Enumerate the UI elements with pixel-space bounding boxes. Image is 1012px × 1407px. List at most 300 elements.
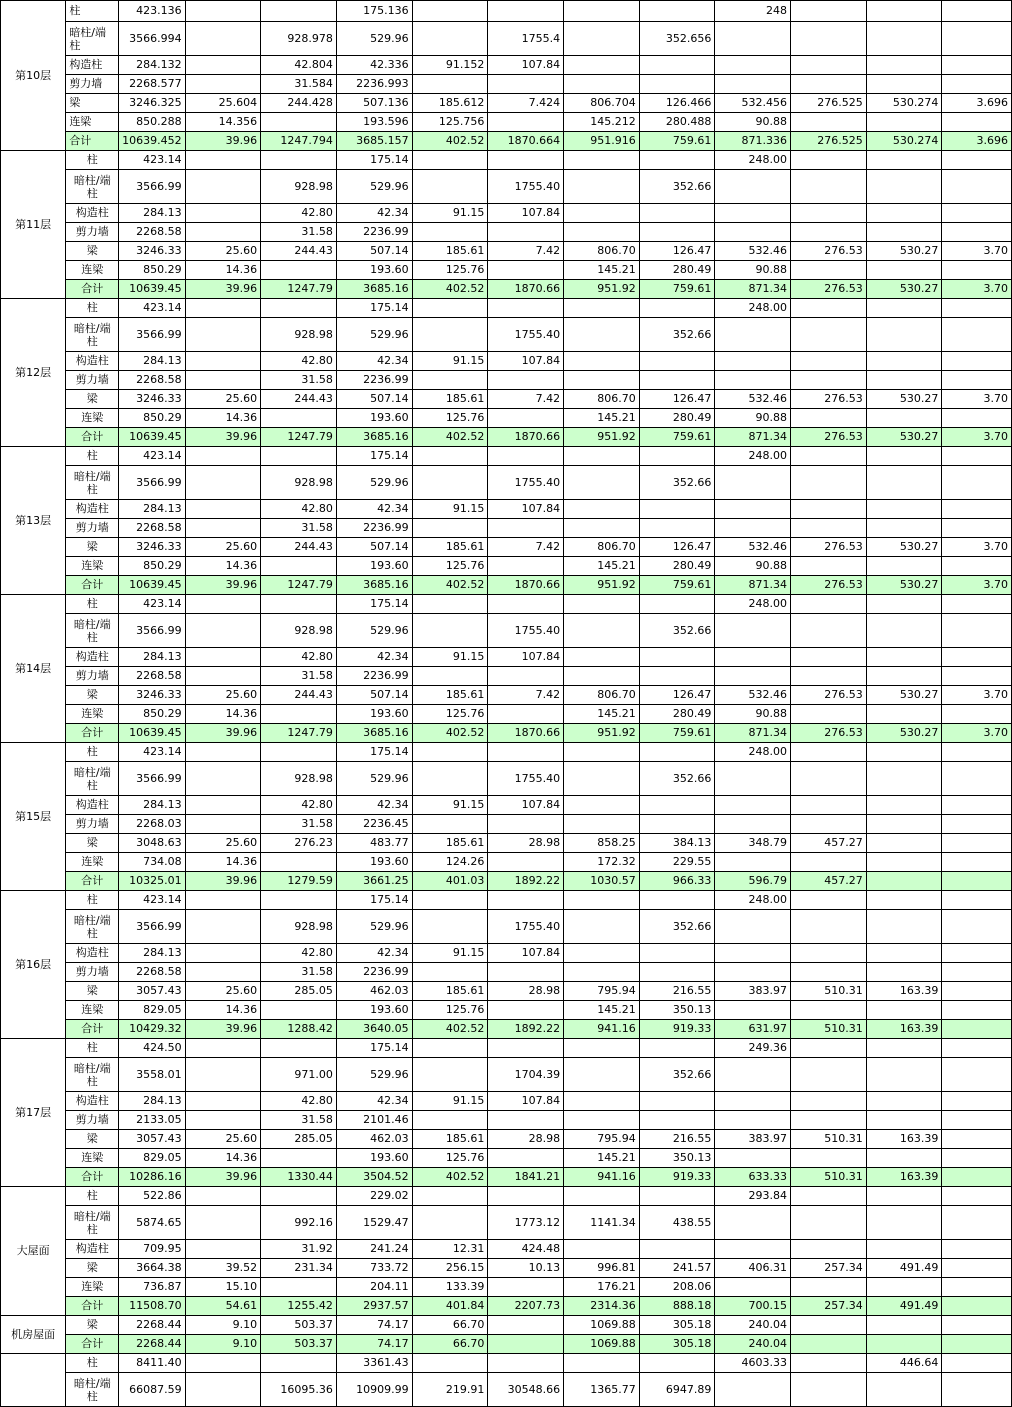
value-cell: 257.34 [791,1297,867,1316]
value-cell [185,1187,261,1206]
value-cell: 25.60 [185,1130,261,1149]
value-cell: 402.52 [412,428,488,447]
value-cell: 507.14 [336,242,412,261]
value-cell: 1870.664 [488,132,564,151]
total-row [1,872,1012,891]
value-cell [564,318,640,352]
value-cell [942,113,1012,132]
value-cell [412,595,488,614]
value-cell [564,1354,640,1373]
value-cell [412,1111,488,1130]
value-cell: 145.212 [564,113,640,132]
value-cell: 31.58 [261,1111,337,1130]
value-cell: 145.21 [564,409,640,428]
category-column: 柱 [66,595,119,614]
value-cell [866,170,942,204]
value-cell [866,815,942,834]
category-hidden-end-column: 暗柱/端柱 [66,1206,119,1240]
table-row [1,299,1012,318]
value-cell: 42.34 [336,1092,412,1111]
value-cell: 284.13 [119,204,186,223]
value-cell [564,1187,640,1206]
table-row [1,944,1012,963]
value-cell: 10639.45 [119,428,186,447]
value-cell: 42.34 [336,352,412,371]
value-cell: 14.36 [185,261,261,280]
value-cell [942,466,1012,500]
value-cell [866,796,942,815]
value-cell: 125.76 [412,705,488,724]
value-cell [791,318,867,352]
table-row [1,204,1012,223]
value-cell [488,75,564,94]
value-cell [488,223,564,242]
category-column: 柱 [66,299,119,318]
table-row [1,1316,1012,1335]
value-cell: 3048.63 [119,834,186,853]
table-row [1,371,1012,390]
category-hidden-end-column: 暗柱/端柱 [66,22,119,56]
value-cell: 6947.89 [639,1373,715,1407]
value-cell: 39.96 [185,132,261,151]
value-cell [488,1187,564,1206]
value-cell: 276.53 [791,576,867,595]
value-cell: 401.03 [412,872,488,891]
value-cell [866,1149,942,1168]
value-cell [791,1206,867,1240]
value-cell: 25.60 [185,390,261,409]
value-cell: 633.33 [715,1168,791,1187]
table-row [1,1373,1012,1407]
category-total: 合计 [66,724,119,743]
value-cell: 126.466 [639,94,715,113]
value-cell: 280.49 [639,261,715,280]
value-cell: 971.00 [261,1058,337,1092]
value-cell [564,762,640,796]
value-cell: 532.46 [715,538,791,557]
value-cell [866,648,942,667]
table-row [1,500,1012,519]
value-cell: 759.61 [639,280,715,299]
value-cell: 3.70 [942,390,1012,409]
value-cell [866,371,942,390]
value-cell: 229.02 [336,1187,412,1206]
value-cell: 176.21 [564,1278,640,1297]
category-column: 柱 [66,891,119,910]
value-cell: 2937.57 [336,1297,412,1316]
value-cell [639,1092,715,1111]
floor-label: 第12层 [1,299,66,447]
value-cell: 759.61 [639,724,715,743]
value-cell: 871.34 [715,280,791,299]
value-cell [866,705,942,724]
value-cell [942,648,1012,667]
value-cell [185,519,261,538]
value-cell: 193.60 [336,1001,412,1020]
value-cell: 284.13 [119,648,186,667]
total-row [1,280,1012,299]
value-cell: 14.356 [185,113,261,132]
value-cell [866,75,942,94]
category-column: 柱 [66,1187,119,1206]
category-total: 合计 [66,1335,119,1354]
value-cell [942,1058,1012,1092]
value-cell [942,1316,1012,1335]
value-cell: 402.52 [412,1168,488,1187]
value-cell: 31.58 [261,815,337,834]
value-cell [942,1039,1012,1058]
table-row [1,1,1012,22]
value-cell: 42.80 [261,204,337,223]
table-row [1,686,1012,705]
value-cell: 928.978 [261,22,337,56]
value-cell [791,910,867,944]
floor-label: 第16层 [1,891,66,1039]
value-cell [412,22,488,56]
value-cell [185,56,261,75]
value-cell [564,1111,640,1130]
value-cell [185,1111,261,1130]
value-cell [639,796,715,815]
value-cell [715,519,791,538]
value-cell: 928.98 [261,170,337,204]
value-cell: 1870.66 [488,724,564,743]
value-cell: 163.39 [866,1020,942,1039]
value-cell: 3685.16 [336,724,412,743]
value-cell [942,944,1012,963]
value-cell: 248.00 [715,743,791,762]
value-cell [488,1149,564,1168]
value-cell: 1755.40 [488,762,564,796]
value-cell [185,743,261,762]
category-structural-column: 构造柱 [66,204,119,223]
value-cell: 244.43 [261,390,337,409]
value-cell [185,1373,261,1407]
value-cell: 90.88 [715,113,791,132]
value-cell: 2314.36 [564,1297,640,1316]
value-cell: 163.39 [866,982,942,1001]
value-cell: 244.43 [261,538,337,557]
value-cell: 14.36 [185,557,261,576]
value-cell [791,371,867,390]
value-cell [942,1149,1012,1168]
value-cell: 2101.46 [336,1111,412,1130]
category-structural-column: 构造柱 [66,352,119,371]
category-beam: 梁 [66,834,119,853]
value-cell [942,1168,1012,1187]
value-cell: 276.53 [791,242,867,261]
value-cell: 3.70 [942,724,1012,743]
value-cell: 10639.45 [119,280,186,299]
value-cell [715,1149,791,1168]
value-cell [564,796,640,815]
value-cell [639,75,715,94]
value-cell [715,1092,791,1111]
value-cell: 352.66 [639,318,715,352]
value-cell [412,170,488,204]
value-cell: 1892.22 [488,1020,564,1039]
value-cell: 3566.99 [119,170,186,204]
value-cell: 2207.73 [488,1297,564,1316]
value-cell [185,1240,261,1259]
value-cell [488,853,564,872]
value-cell: 3.70 [942,686,1012,705]
value-cell [639,648,715,667]
value-cell [866,1001,942,1020]
table-row [1,705,1012,724]
value-cell [791,614,867,648]
value-cell: 529.96 [336,22,412,56]
value-cell: 457.27 [791,872,867,891]
value-cell: 529.96 [336,318,412,352]
value-cell [942,743,1012,762]
table-row [1,538,1012,557]
value-cell: 285.05 [261,982,337,1001]
table-row [1,1206,1012,1240]
value-cell [715,371,791,390]
category-structural-column: 构造柱 [66,56,119,75]
value-cell: 175.136 [336,1,412,22]
value-cell: 928.98 [261,318,337,352]
value-cell: 14.36 [185,853,261,872]
value-cell [185,371,261,390]
value-cell: 700.15 [715,1297,791,1316]
value-cell: 1069.88 [564,1335,640,1354]
value-cell: 1279.59 [261,872,337,891]
value-cell: 423.14 [119,447,186,466]
value-cell: 966.33 [639,872,715,891]
value-cell: 1841.21 [488,1168,564,1187]
value-cell: 90.88 [715,705,791,724]
value-cell [866,1039,942,1058]
value-cell [866,500,942,519]
value-cell: 193.60 [336,409,412,428]
value-cell: 507.136 [336,94,412,113]
value-cell [715,762,791,796]
value-cell [791,1001,867,1020]
value-cell [942,1130,1012,1149]
value-cell: 951.92 [564,280,640,299]
value-cell [412,299,488,318]
value-cell: 15.10 [185,1278,261,1297]
value-cell: 3.70 [942,428,1012,447]
value-cell [942,352,1012,371]
total-row [1,132,1012,151]
value-cell [564,519,640,538]
value-cell: 2236.99 [336,667,412,686]
value-cell [488,557,564,576]
value-cell [564,151,640,170]
value-cell [866,1187,942,1206]
value-cell [488,409,564,428]
value-cell: 10639.45 [119,724,186,743]
value-cell: 66.70 [412,1335,488,1354]
value-cell: 42.336 [336,56,412,75]
value-cell [261,1187,337,1206]
category-total: 合计 [66,428,119,447]
value-cell: 276.525 [791,132,867,151]
category-shear-wall: 剪力墙 [66,815,119,834]
value-cell: 352.66 [639,910,715,944]
value-cell: 248.00 [715,299,791,318]
value-cell: 28.98 [488,834,564,853]
value-cell [715,352,791,371]
value-cell: 462.03 [336,982,412,1001]
value-cell [261,891,337,910]
value-cell: 280.49 [639,409,715,428]
value-cell: 3640.05 [336,1020,412,1039]
value-cell: 42.34 [336,648,412,667]
value-cell [564,299,640,318]
value-cell [866,963,942,982]
value-cell: 31.92 [261,1240,337,1259]
value-cell [942,1,1012,22]
value-cell: 2236.99 [336,223,412,242]
value-cell [866,1,942,22]
value-cell: 244.428 [261,94,337,113]
value-cell: 510.31 [791,1130,867,1149]
value-cell [488,113,564,132]
value-cell: 530.27 [866,390,942,409]
table-row [1,1278,1012,1297]
category-structural-column: 构造柱 [66,500,119,519]
value-cell [412,371,488,390]
value-cell: 3246.33 [119,390,186,409]
value-cell [412,614,488,648]
category-total: 合计 [66,1297,119,1316]
value-cell: 503.37 [261,1335,337,1354]
value-cell [488,447,564,466]
value-cell [488,1001,564,1020]
table-row [1,557,1012,576]
value-cell [942,500,1012,519]
value-cell [866,261,942,280]
value-cell [261,299,337,318]
value-cell: 736.87 [119,1278,186,1297]
value-cell [942,815,1012,834]
value-cell: 1755.40 [488,466,564,500]
value-cell: 241.57 [639,1259,715,1278]
value-cell [488,151,564,170]
value-cell: 759.61 [639,576,715,595]
value-cell [715,500,791,519]
value-cell [488,299,564,318]
value-cell [639,151,715,170]
value-cell [412,667,488,686]
value-cell: 276.53 [791,280,867,299]
value-cell: 10.13 [488,1259,564,1278]
value-cell: 532.46 [715,390,791,409]
value-cell: 348.79 [715,834,791,853]
value-cell [942,56,1012,75]
value-cell [715,56,791,75]
value-cell: 125.76 [412,557,488,576]
value-cell [564,1092,640,1111]
value-cell [261,557,337,576]
value-cell: 350.13 [639,1149,715,1168]
value-cell: 3057.43 [119,982,186,1001]
value-cell [488,1335,564,1354]
value-cell [185,815,261,834]
category-structural-column: 构造柱 [66,1092,119,1111]
value-cell: 145.21 [564,557,640,576]
value-cell [261,853,337,872]
value-cell: 2268.58 [119,667,186,686]
value-cell: 871.34 [715,428,791,447]
category-hidden-end-column: 暗柱/端柱 [66,910,119,944]
value-cell: 216.55 [639,1130,715,1149]
value-cell [942,796,1012,815]
value-cell [639,223,715,242]
value-cell: 829.05 [119,1001,186,1020]
value-cell: 2268.577 [119,75,186,94]
value-cell: 3558.01 [119,1058,186,1092]
value-cell: 280.488 [639,113,715,132]
table-row [1,963,1012,982]
value-cell: 305.18 [639,1335,715,1354]
value-cell [564,648,640,667]
value-cell [791,891,867,910]
value-cell: 1755.40 [488,170,564,204]
value-cell [715,1240,791,1259]
table-row [1,1001,1012,1020]
value-cell: 532.46 [715,242,791,261]
value-cell: 1755.4 [488,22,564,56]
value-cell: 14.36 [185,1001,261,1020]
value-cell: 1069.88 [564,1316,640,1335]
category-shear-wall: 剪力墙 [66,371,119,390]
total-row [1,1297,1012,1316]
value-cell: 91.152 [412,56,488,75]
value-cell: 996.81 [564,1259,640,1278]
value-cell: 175.14 [336,299,412,318]
value-cell: 125.76 [412,409,488,428]
category-beam: 梁 [66,538,119,557]
value-cell: 759.61 [639,428,715,447]
value-cell [412,223,488,242]
value-cell: 423.14 [119,891,186,910]
value-cell: 42.34 [336,500,412,519]
value-cell [564,352,640,371]
value-cell: 871.34 [715,724,791,743]
value-cell [942,667,1012,686]
value-cell [791,705,867,724]
value-cell [564,1240,640,1259]
category-structural-column: 构造柱 [66,648,119,667]
value-cell: 734.08 [119,853,186,872]
value-cell [942,1240,1012,1259]
table-row [1,1149,1012,1168]
value-cell [866,1058,942,1092]
value-cell: 928.98 [261,614,337,648]
value-cell [488,1039,564,1058]
value-cell: 248.00 [715,595,791,614]
value-cell [791,667,867,686]
value-cell [791,261,867,280]
value-cell [564,223,640,242]
category-structural-column: 构造柱 [66,944,119,963]
value-cell: 42.80 [261,352,337,371]
value-cell [185,466,261,500]
table-row [1,151,1012,170]
value-cell [942,872,1012,891]
value-cell [185,22,261,56]
value-cell [185,1,261,22]
value-cell: 244.43 [261,242,337,261]
value-cell: 3.70 [942,280,1012,299]
value-cell [942,982,1012,1001]
value-cell: 3661.25 [336,872,412,891]
